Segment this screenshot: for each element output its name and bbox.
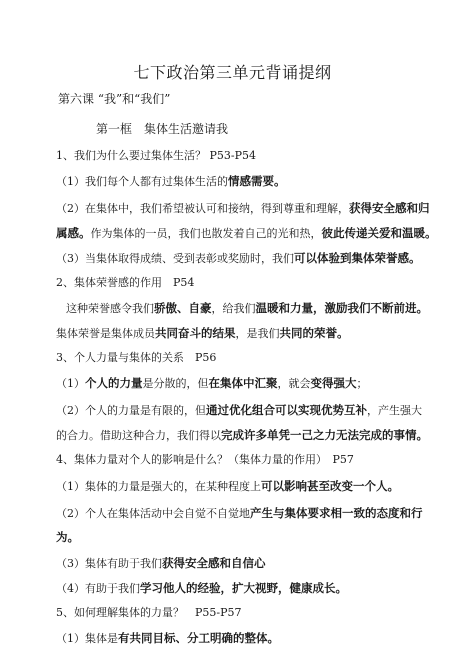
q1-answer-1-emphasis: 情感需要。 xyxy=(228,174,286,188)
q5-answer-1-emphasis: 有共同目标、分工明确的整体。 xyxy=(118,631,279,645)
q2-line-2-text-2: ，是我们 xyxy=(235,327,280,340)
q3-answer-1-emphasis-2: 在集体中汇聚 xyxy=(208,376,278,390)
q2-line-2-emphasis-2: 共同的荣誉。 xyxy=(279,326,349,340)
question-1-text: 1、我们为什么要过集体生活？ P53-P54 xyxy=(56,149,257,162)
q1-answer-1-text: （1）我们每个人都有过集体生活的 xyxy=(56,175,228,188)
question-3-text: 3、个人力量与集体的关系 P56 xyxy=(56,351,217,364)
q3-answer-1-emphasis-1: 个人的力量 xyxy=(85,376,143,390)
question-4 xyxy=(56,453,354,467)
q2-line-1-text: 这种荣誉感令我们 xyxy=(66,302,154,315)
q3-answer-1-text-4: ； xyxy=(356,377,368,390)
q3-answer-2-text: （2）个人的力量是有限的，但 xyxy=(56,404,206,417)
section-heading xyxy=(96,122,228,136)
q4-answer-1-text: （1）集体的力量是强大的，在某种程度上 xyxy=(56,480,261,493)
q3-answer-2-continued xyxy=(56,428,428,443)
q3-answer-2-emphasis-2: 完成许多单凭一己之力无法完成的事情。 xyxy=(221,428,428,442)
q4-answer-2-emphasis: 产生与集体要求相一致的态度和行 xyxy=(250,506,423,520)
lesson-heading xyxy=(58,92,170,106)
q2-line-1-text-2: ，给我们 xyxy=(211,302,256,315)
question-1 xyxy=(56,149,256,163)
q4-answer-4 xyxy=(56,581,347,596)
q1-answer-3-emphasis: 可以体验到集体荣誉感。 xyxy=(294,251,421,265)
q4-answer-3-text: （3）集体有助于我们 xyxy=(56,557,162,570)
q4-answer-2-text: （2）个人在集体活动中会自觉不自觉地 xyxy=(56,507,250,520)
q5-answer-1-text: （1）集体是 xyxy=(56,632,118,645)
q4-answer-4-emphasis: 学习他人的经验，扩大视野，健康成长。 xyxy=(140,581,347,595)
q3-answer-2-text-2: ，产生强大 xyxy=(367,404,422,417)
q4-answer-2-emphasis-2: 为。 xyxy=(56,530,79,544)
q3-answer-1-text-3: ，就会 xyxy=(277,377,311,390)
q1-answer-2 xyxy=(56,201,430,216)
document-title: 七下政治第三单元背诵提纲 xyxy=(133,63,332,82)
lesson-heading-text: 第六课 “我”和“我们” xyxy=(58,92,171,106)
q1-answer-1 xyxy=(56,174,286,189)
q2-line-2 xyxy=(56,326,349,341)
q4-answer-3-emphasis: 获得安全感和自信心 xyxy=(162,556,266,570)
q3-answer-2 xyxy=(56,403,422,418)
question-5 xyxy=(56,606,242,620)
q4-answer-1 xyxy=(56,479,399,494)
q1-answer-2-emphasis-3: 彼此传递关爱和温暖。 xyxy=(321,226,437,240)
q4-answer-2 xyxy=(56,506,423,521)
q4-answer-2-continued xyxy=(56,530,79,545)
q1-answer-2-emphasis: 获得安全感和归 xyxy=(349,201,430,215)
q2-line-1-emphasis-3: ，激励我们不断前进。 xyxy=(313,301,428,315)
question-2-text: 2、集体荣誉感的作用 P54 xyxy=(56,276,195,289)
question-3 xyxy=(56,351,216,365)
q2-line-1 xyxy=(66,301,428,316)
q3-answer-1-text-2: 是分散的，但 xyxy=(142,377,209,390)
q3-answer-2-text-3: 的合力。借助这种合力，我们得以 xyxy=(56,429,221,442)
q2-line-1-emphasis-2: 温暖和力量 xyxy=(255,301,313,315)
q1-answer-2-text-2: 作为集体的一员，我们也散发着自己的光和热， xyxy=(90,227,322,240)
q2-line-2-text: 集体荣誉是集体成员 xyxy=(56,327,155,340)
q4-answer-3 xyxy=(56,556,266,571)
q2-line-1-emphasis-1: 骄傲、自豪 xyxy=(154,301,212,315)
q1-answer-2-emphasis-2: 属感。 xyxy=(56,226,91,240)
q3-answer-1-emphasis-3: 变得强大 xyxy=(310,376,357,390)
q2-line-2-emphasis-1: 共同奋斗的结果 xyxy=(155,326,236,340)
question-2 xyxy=(56,276,194,290)
q5-answer-1 xyxy=(56,631,279,646)
q1-answer-2-continued xyxy=(56,226,437,241)
q1-answer-3-text: （3）当集体取得成绩、受到表彰或奖励时，我们 xyxy=(56,252,294,265)
question-5-text: 5、如何理解集体的力量？ P55-P57 xyxy=(56,606,242,619)
q3-answer-1-text: （1） xyxy=(56,377,85,390)
section-heading-text: 第一框 集体生活邀请我 xyxy=(96,122,229,136)
question-4-text: 4、集体力量对个人的影响是什么？（集体力量的作用） P57 xyxy=(56,453,354,466)
q3-answer-1 xyxy=(56,376,368,391)
q4-answer-4-text: （4）有助于我们 xyxy=(56,582,140,595)
q4-answer-1-emphasis: 可以影响甚至改变一个人。 xyxy=(261,479,399,493)
q1-answer-3 xyxy=(56,251,421,266)
q1-answer-2-text: （2）在集体中，我们希望被认可和接纳，得到尊重和理解， xyxy=(56,202,349,215)
q3-answer-2-emphasis: 通过优化组合可以实现优势互补 xyxy=(206,403,367,417)
